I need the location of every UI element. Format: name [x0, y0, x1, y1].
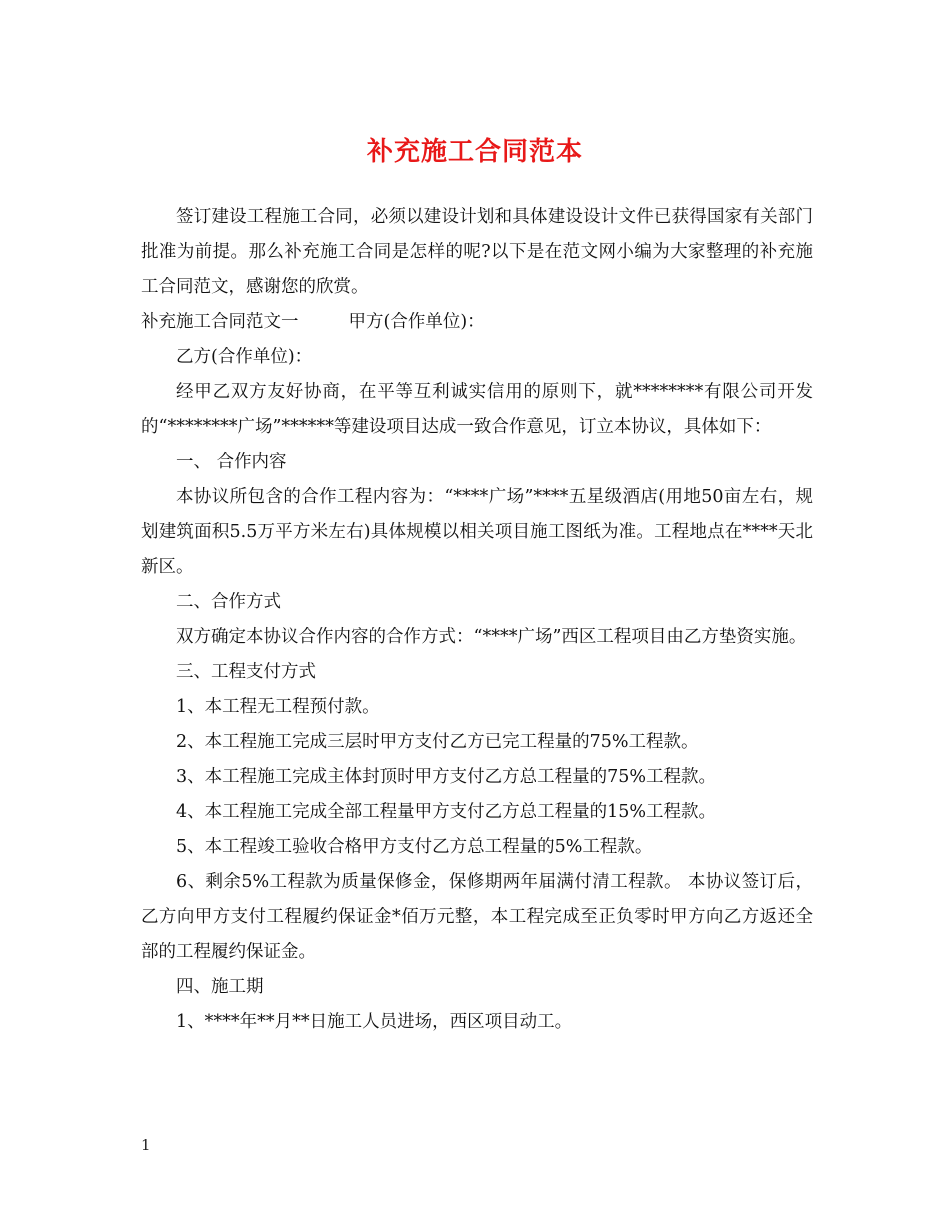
- section3-title: 三、工程支付方式: [176, 662, 316, 682]
- sample-heading-line: [141, 305, 813, 340]
- intro-paragraph: 签订建设工程施工合同，必须以建设计划和具体建设设计文件已获得国家有关部门批准为前提。那么补充施工合同是怎样的呢?以下是在范文网小编为大家整理的补充施工合同范文，感谢您的欣赏。: [141, 207, 813, 297]
- section2-paragraph: 双方确定本协议合作内容的合作方式：“****广场”西区工程项目由乙方垫资实施。: [176, 627, 807, 647]
- sample-heading: 补充施工合同范文一: [141, 312, 299, 332]
- schedule-item-1: 1、****年**月**日施工人员进场，西区项目动工。: [176, 1012, 573, 1032]
- section1-title: 一、 合作内容: [176, 452, 287, 472]
- page-number: 1: [141, 1136, 151, 1154]
- payment-item-6: 6、剩余5%工程款为质量保修金，保修期两年届满付清工程款。 本协议签订后，乙方向甲方支付工程履约保证金*佰万元整，本工程完成至正负零时甲方向乙方返还全部的工程履约保证金。: [141, 872, 813, 962]
- preamble-paragraph: 经甲乙双方友好协商，在平等互利诚实信用的原则下，就********有限公司开发的“********广场”******等建设项目达成一致合作意见，订立本协议，具体如下：: [141, 382, 813, 437]
- payment-item-3: 3、本工程施工完成主体封顶时甲方支付乙方总工程量的75%工程款。: [176, 767, 717, 787]
- document-title: 补充施工合同范本: [366, 137, 583, 167]
- party-b-label: 乙方(合作单位)：: [176, 347, 313, 367]
- payment-item-4: 4、本工程施工完成全部工程量甲方支付乙方总工程量的15%工程款。: [176, 802, 717, 822]
- payment-item-1: 1、本工程无工程预付款。: [176, 697, 380, 717]
- payment-item-5: 5、本工程竣工验收合格甲方支付乙方总工程量的5%工程款。: [176, 837, 653, 857]
- party-a-label: 甲方(合作单位)：: [348, 312, 485, 332]
- document-body: [141, 200, 813, 1040]
- payment-item-2: 2、本工程施工完成三层时甲方支付乙方已完工程量的75%工程款。: [176, 732, 699, 752]
- section2-title: 二、合作方式: [176, 592, 281, 612]
- section1-paragraph: 本协议所包含的合作工程内容为：“****广场”****五星级酒店(用地50亩左右，规划建筑面积5.5万平方米左右)具体规模以相关项目施工图纸为准。工程地点在****天北新区。: [141, 487, 813, 577]
- section4-title: 四、施工期: [176, 977, 264, 997]
